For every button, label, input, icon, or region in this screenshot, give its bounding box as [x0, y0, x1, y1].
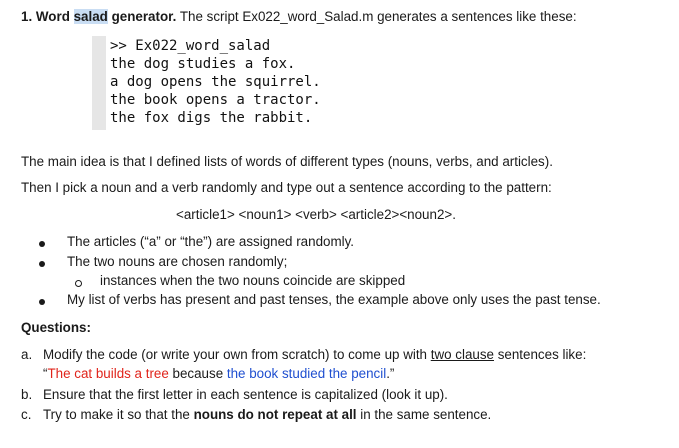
paragraph: Then I pick a noun and a verb randomly and type out a sentence according to the pattern: — [21, 180, 552, 195]
heading-number: 1. — [21, 9, 33, 24]
question-c-text: Try to make it so that the nouns do not repeat at all in the same sentence. — [43, 407, 492, 422]
bullet-icon — [39, 299, 45, 305]
code-line: a dog opens the squirrel. — [110, 74, 321, 90]
paragraph: The main idea is that I defined lists of words of different types (nouns, verbs, and articles). — [21, 154, 553, 169]
list-item: My list of verbs has present and past tenses, the example above only uses the past tense. — [67, 292, 601, 307]
section-heading — [21, 9, 577, 24]
code-line: the book opens a tractor. — [110, 92, 321, 108]
bold-text: nouns do not repeat at all — [193, 407, 357, 422]
questions-title: Questions: — [21, 320, 91, 335]
list-item: The two nouns are chosen randomly; — [67, 254, 288, 269]
heading-word-1: Word — [35, 9, 70, 24]
list-item: The articles (“a” or “the”) are assigned randomly. — [67, 234, 355, 249]
heading-description: The script Ex022_word_Salad.m generates a sentences like these: — [179, 9, 577, 24]
question-label: c. — [21, 407, 32, 422]
code-line: >> Ex022_word_salad — [110, 38, 271, 54]
code-block-bar — [92, 36, 106, 130]
code-line: the dog studies a fox. — [110, 56, 296, 72]
code-line: the fox digs the rabbit. — [110, 110, 313, 126]
bullet-icon — [39, 261, 45, 267]
red-clause: The cat builds a tree — [47, 366, 169, 381]
sentence-pattern: <article1> <noun1> <verb> <article2><noun2>. — [176, 207, 456, 222]
question-b-text: Ensure that the first letter in each sentence is capitalized (look it up). — [43, 387, 448, 402]
sub-bullet-icon — [75, 280, 82, 287]
bullet-icon — [39, 241, 45, 247]
blue-clause: the book studied the pencil — [226, 366, 387, 381]
heading-word-3: generator. — [111, 9, 177, 24]
heading-highlighted-word: salad — [73, 9, 108, 24]
sub-list-item: instances when the two nouns coincide are skipped — [100, 273, 406, 288]
question-label: a. — [21, 347, 33, 362]
question-a-line1: Modify the code (or write your own from scratch) to come up with two clause sentences like: — [43, 347, 587, 362]
underlined-text: two clause — [430, 347, 494, 362]
question-label: b. — [21, 387, 33, 402]
question-a-example: “The cat builds a tree because the book studied the pencil.” — [43, 366, 395, 381]
